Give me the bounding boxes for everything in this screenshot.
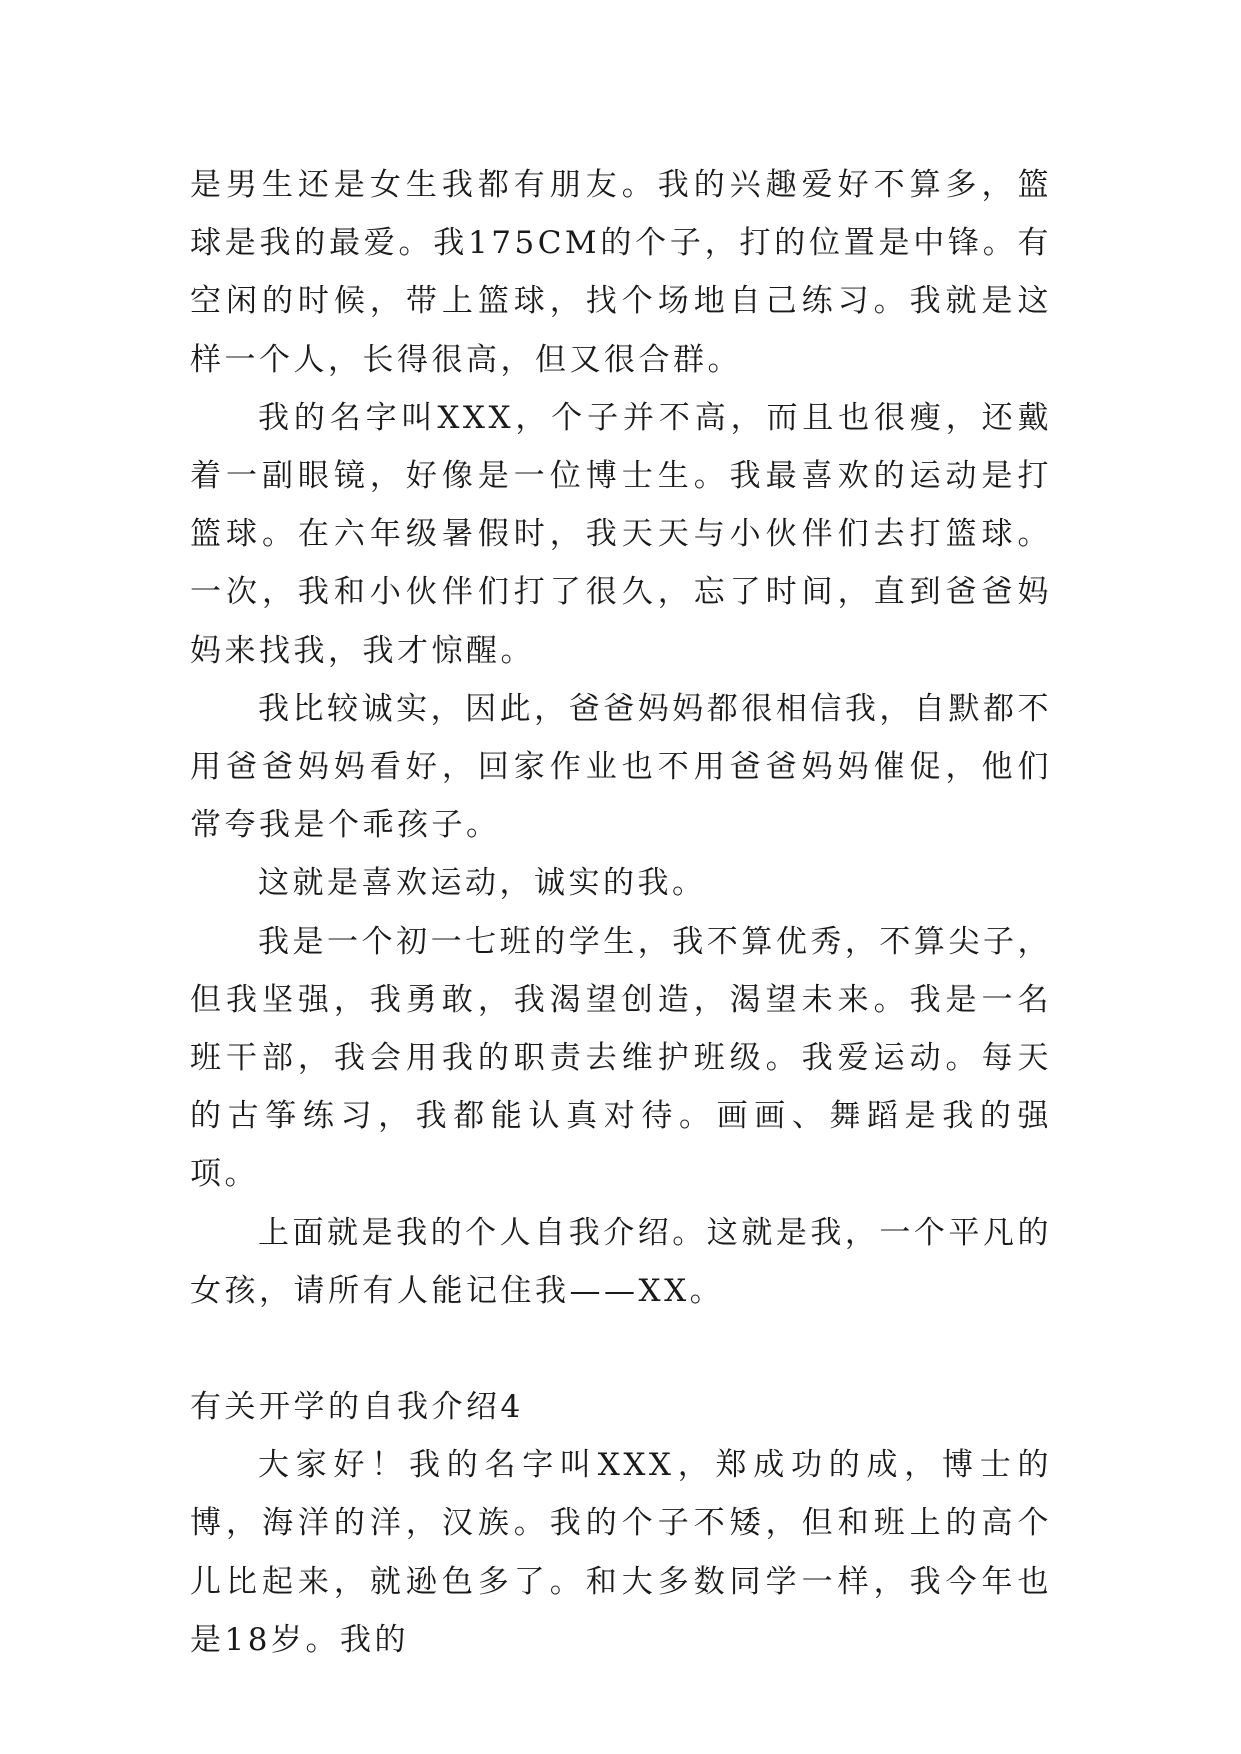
document-page: [190, 156, 1052, 1669]
paragraph-2: 我的名字叫XXX，个子并不高，而且也很瘦，还戴着一副眼镜，好像是一位博士生。我最喜欢的运动是打篮球。在六年级暑假时，我天天与小伙伴们去打篮球。一次，我和小伙伴们打了很久，忘了时间，直到爸爸妈妈来找我，我才惊醒。: [190, 399, 1052, 669]
section-heading: 有关开学的自我介绍4: [190, 1389, 524, 1426]
paragraph-1: 是男生还是女生我都有朋友。我的兴趣爱好不算多，篮球是我的最爱。我175CM的个子，打的位置是中锋。有空闲的时候，带上篮球，找个场地自己练习。我就是这样一个人，长得很高，但又很合群。: [190, 167, 1052, 378]
paragraph-6: 上面就是我的个人自我介绍。这就是我，一个平凡的女孩，请所有人能记住我——XX。: [190, 1214, 1052, 1309]
paragraph-5: 我是一个初一七班的学生，我不算优秀，不算尖子，但我坚强，我勇敢，我渴望创造，渴望未来。我是一名班干部，我会用我的职责去维护班级。我爱运动。每天的古筝练习，我都能认真对待。画画、舞蹈是我的强项。: [190, 923, 1052, 1193]
paragraph-3: 我比较诚实，因此，爸爸妈妈都很相信我，自默都不用爸爸妈妈看好，回家作业也不用爸爸妈妈催促，他们常夸我是个乖孩子。: [190, 690, 1052, 844]
paragraph-4: 这就是喜欢运动，诚实的我。: [258, 865, 707, 902]
paragraph-7: 大家好！我的名字叫XXX，郑成功的成，博士的博，海洋的洋，汉族。我的个子不矮，但和班上的高个儿比起来，就逊色多了。和大多数同学一样，我今年也是18岁。我的: [190, 1447, 1052, 1658]
